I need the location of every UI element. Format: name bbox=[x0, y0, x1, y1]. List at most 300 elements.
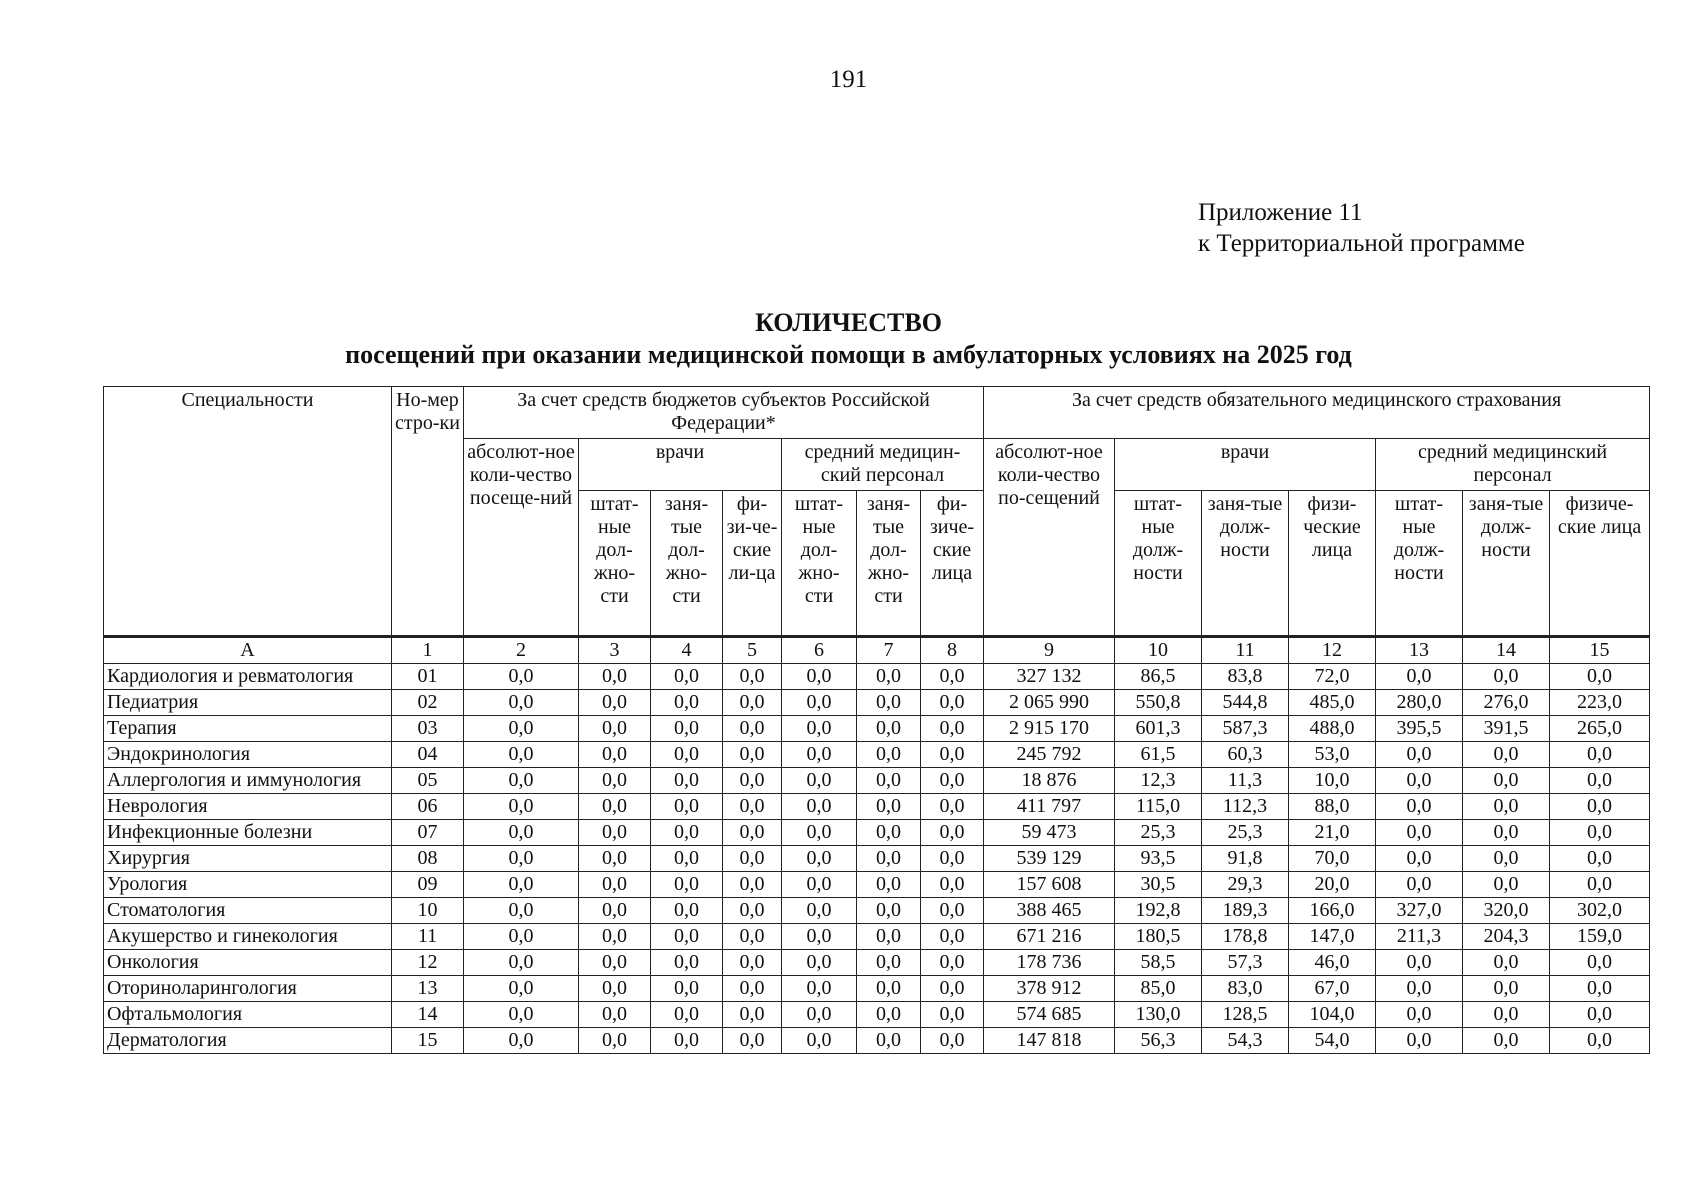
table-cell: 0,0 bbox=[651, 846, 723, 872]
table-cell: 0,0 bbox=[723, 820, 782, 846]
header-budget-doctors-staff: штат-ные дол-жно-сти bbox=[579, 491, 651, 637]
table-cell: 0,0 bbox=[651, 872, 723, 898]
table-cell: 0,0 bbox=[579, 872, 651, 898]
table-cell: 18 876 bbox=[984, 768, 1115, 794]
table-cell: 0,0 bbox=[1376, 950, 1463, 976]
table-cell: 0,0 bbox=[782, 664, 857, 690]
column-index-cell: 8 bbox=[921, 637, 984, 664]
table-cell: 0,0 bbox=[723, 768, 782, 794]
table-cell: 61,5 bbox=[1115, 742, 1202, 768]
column-index-cell: 5 bbox=[723, 637, 782, 664]
header-oms-doctors-occupied: заня-тые долж-ности bbox=[1202, 491, 1289, 637]
table-cell: 54,0 bbox=[1289, 1028, 1376, 1054]
row-number: 14 bbox=[392, 1002, 464, 1028]
row-number: 09 bbox=[392, 872, 464, 898]
table-cell: 0,0 bbox=[1550, 950, 1650, 976]
table-row bbox=[104, 664, 1650, 690]
table-cell: 0,0 bbox=[464, 1002, 579, 1028]
table-cell: 93,5 bbox=[1115, 846, 1202, 872]
column-index-cell: 4 bbox=[651, 637, 723, 664]
table-cell: 112,3 bbox=[1202, 794, 1289, 820]
table-cell: 0,0 bbox=[464, 768, 579, 794]
table-cell: 0,0 bbox=[579, 898, 651, 924]
table-cell: 0,0 bbox=[1376, 872, 1463, 898]
row-number: 15 bbox=[392, 1028, 464, 1054]
table-cell: 147,0 bbox=[1289, 924, 1376, 950]
table-row bbox=[104, 846, 1650, 872]
table-cell: 0,0 bbox=[857, 820, 921, 846]
table-cell: 0,0 bbox=[857, 768, 921, 794]
table-cell: 0,0 bbox=[723, 846, 782, 872]
table-cell: 0,0 bbox=[782, 742, 857, 768]
specialty-name: Онкология bbox=[104, 950, 392, 976]
table-cell: 0,0 bbox=[1463, 846, 1550, 872]
table-cell: 25,3 bbox=[1202, 820, 1289, 846]
table-cell: 0,0 bbox=[857, 1028, 921, 1054]
table-cell: 0,0 bbox=[782, 768, 857, 794]
table-cell: 0,0 bbox=[1376, 664, 1463, 690]
table-cell: 574 685 bbox=[984, 1002, 1115, 1028]
table-cell: 104,0 bbox=[1289, 1002, 1376, 1028]
table-cell: 0,0 bbox=[857, 1002, 921, 1028]
table-cell: 0,0 bbox=[723, 950, 782, 976]
table-cell: 327,0 bbox=[1376, 898, 1463, 924]
table-cell: 0,0 bbox=[1463, 820, 1550, 846]
table-cell: 0,0 bbox=[579, 794, 651, 820]
table-cell: 0,0 bbox=[464, 950, 579, 976]
table-cell: 166,0 bbox=[1289, 898, 1376, 924]
table-cell: 53,0 bbox=[1289, 742, 1376, 768]
table-cell: 30,5 bbox=[1115, 872, 1202, 898]
table-cell: 0,0 bbox=[651, 742, 723, 768]
table-cell: 485,0 bbox=[1289, 690, 1376, 716]
header-budget-doctors-persons: фи-зи-че-ские ли-ца bbox=[723, 491, 782, 637]
table-cell: 0,0 bbox=[921, 690, 984, 716]
table-cell: 60,3 bbox=[1202, 742, 1289, 768]
table-cell: 0,0 bbox=[651, 768, 723, 794]
table-cell: 0,0 bbox=[651, 664, 723, 690]
row-number: 03 bbox=[392, 716, 464, 742]
table-row bbox=[104, 690, 1650, 716]
specialty-name: Кардиология и ревматология bbox=[104, 664, 392, 690]
table-cell: 0,0 bbox=[921, 664, 984, 690]
table-cell: 0,0 bbox=[857, 976, 921, 1002]
table-cell: 0,0 bbox=[464, 924, 579, 950]
table-cell: 0,0 bbox=[579, 846, 651, 872]
table-cell: 0,0 bbox=[723, 664, 782, 690]
table-row bbox=[104, 872, 1650, 898]
table-cell: 85,0 bbox=[1115, 976, 1202, 1002]
table-cell: 0,0 bbox=[579, 924, 651, 950]
column-index-row bbox=[104, 637, 1650, 664]
table-cell: 378 912 bbox=[984, 976, 1115, 1002]
table-cell: 0,0 bbox=[579, 716, 651, 742]
table-cell: 10,0 bbox=[1289, 768, 1376, 794]
table-cell: 0,0 bbox=[857, 872, 921, 898]
header-oms-doctors-persons: физи-ческие лица bbox=[1289, 491, 1376, 637]
table-cell: 0,0 bbox=[723, 716, 782, 742]
table-cell: 0,0 bbox=[1376, 768, 1463, 794]
table-cell: 0,0 bbox=[651, 716, 723, 742]
table-cell: 550,8 bbox=[1115, 690, 1202, 716]
table-cell: 0,0 bbox=[857, 794, 921, 820]
table-cell: 128,5 bbox=[1202, 1002, 1289, 1028]
table-cell: 25,3 bbox=[1115, 820, 1202, 846]
table-cell: 20,0 bbox=[1289, 872, 1376, 898]
table-cell: 0,0 bbox=[921, 846, 984, 872]
table-cell: 0,0 bbox=[782, 1028, 857, 1054]
table-cell: 0,0 bbox=[1550, 1002, 1650, 1028]
row-number: 04 bbox=[392, 742, 464, 768]
table-cell: 488,0 bbox=[1289, 716, 1376, 742]
appendix-note bbox=[1198, 197, 1525, 259]
table-cell: 0,0 bbox=[651, 794, 723, 820]
table-cell: 245 792 bbox=[984, 742, 1115, 768]
table-cell: 539 129 bbox=[984, 846, 1115, 872]
specialty-name: Аллергология и иммунология bbox=[104, 768, 392, 794]
table-cell: 0,0 bbox=[1376, 846, 1463, 872]
header-specialties: Специальности bbox=[104, 387, 392, 637]
column-index-cell: 6 bbox=[782, 637, 857, 664]
table-cell: 0,0 bbox=[1463, 1028, 1550, 1054]
page-number: 191 bbox=[829, 66, 868, 93]
header-oms-nurses-persons: физиче-ские лица bbox=[1550, 491, 1650, 637]
table-cell: 147 818 bbox=[984, 1028, 1115, 1054]
table-cell: 276,0 bbox=[1463, 690, 1550, 716]
row-number: 12 bbox=[392, 950, 464, 976]
table-cell: 0,0 bbox=[723, 794, 782, 820]
table-cell: 211,3 bbox=[1376, 924, 1463, 950]
table-cell: 0,0 bbox=[1550, 846, 1650, 872]
header-oms: За счет средств обязательного медицинского страхования bbox=[984, 387, 1650, 439]
table-cell: 0,0 bbox=[579, 976, 651, 1002]
table-cell: 115,0 bbox=[1115, 794, 1202, 820]
table-cell: 0,0 bbox=[782, 872, 857, 898]
table-row bbox=[104, 976, 1650, 1002]
table-cell: 0,0 bbox=[782, 1002, 857, 1028]
table-cell: 0,0 bbox=[579, 664, 651, 690]
table-row bbox=[104, 794, 1650, 820]
table-cell: 0,0 bbox=[723, 742, 782, 768]
visits-table bbox=[103, 386, 1650, 1054]
table-cell: 59 473 bbox=[984, 820, 1115, 846]
table-cell: 21,0 bbox=[1289, 820, 1376, 846]
table-cell: 0,0 bbox=[651, 1002, 723, 1028]
column-index-cell: 14 bbox=[1463, 637, 1550, 664]
table-cell: 0,0 bbox=[857, 846, 921, 872]
table-cell: 0,0 bbox=[857, 742, 921, 768]
table-cell: 411 797 bbox=[984, 794, 1115, 820]
table-cell: 0,0 bbox=[921, 950, 984, 976]
table-cell: 0,0 bbox=[921, 1002, 984, 1028]
header-oms-nurses: средний медицинский персонал bbox=[1376, 439, 1650, 491]
table-cell: 0,0 bbox=[1376, 1002, 1463, 1028]
specialty-name: Урология bbox=[104, 872, 392, 898]
header-oms-nurses-occupied: заня-тые долж-ности bbox=[1463, 491, 1550, 637]
row-number: 13 bbox=[392, 976, 464, 1002]
header-budget: За счет средств бюджетов субъектов Российской Федерации* bbox=[464, 387, 984, 439]
table-cell: 0,0 bbox=[579, 742, 651, 768]
specialty-name: Офтальмология bbox=[104, 1002, 392, 1028]
table-cell: 0,0 bbox=[1550, 976, 1650, 1002]
header-budget-nurses-persons: фи-зиче-ские лица bbox=[921, 491, 984, 637]
table-cell: 0,0 bbox=[921, 768, 984, 794]
table-cell: 0,0 bbox=[651, 924, 723, 950]
table-cell: 0,0 bbox=[579, 1028, 651, 1054]
specialty-name: Стоматология bbox=[104, 898, 392, 924]
table-cell: 0,0 bbox=[1463, 872, 1550, 898]
table-cell: 0,0 bbox=[723, 1002, 782, 1028]
table-cell: 0,0 bbox=[921, 924, 984, 950]
appendix-line-2: к Территориальной программе bbox=[1198, 230, 1525, 257]
table-cell: 70,0 bbox=[1289, 846, 1376, 872]
column-index-cell: 12 bbox=[1289, 637, 1376, 664]
table-cell: 91,8 bbox=[1202, 846, 1289, 872]
row-number: 07 bbox=[392, 820, 464, 846]
specialty-name: Терапия bbox=[104, 716, 392, 742]
specialty-name: Педиатрия bbox=[104, 690, 392, 716]
table-cell: 0,0 bbox=[651, 976, 723, 1002]
table-cell: 0,0 bbox=[1376, 820, 1463, 846]
specialty-name: Дерматология bbox=[104, 1028, 392, 1054]
table-cell: 0,0 bbox=[1550, 820, 1650, 846]
table-cell: 2 915 170 bbox=[984, 716, 1115, 742]
table-cell: 0,0 bbox=[579, 768, 651, 794]
table-cell: 0,0 bbox=[464, 872, 579, 898]
table-cell: 83,0 bbox=[1202, 976, 1289, 1002]
specialty-name: Неврология bbox=[104, 794, 392, 820]
table-row bbox=[104, 820, 1650, 846]
table-cell: 0,0 bbox=[651, 690, 723, 716]
table-cell: 671 216 bbox=[984, 924, 1115, 950]
table-cell: 388 465 bbox=[984, 898, 1115, 924]
table-cell: 0,0 bbox=[464, 794, 579, 820]
table-row bbox=[104, 950, 1650, 976]
column-index-cell: 1 bbox=[392, 637, 464, 664]
table-cell: 327 132 bbox=[984, 664, 1115, 690]
table-cell: 0,0 bbox=[464, 898, 579, 924]
table-cell: 192,8 bbox=[1115, 898, 1202, 924]
table-cell: 57,3 bbox=[1202, 950, 1289, 976]
table-cell: 544,8 bbox=[1202, 690, 1289, 716]
table-cell: 157 608 bbox=[984, 872, 1115, 898]
table-cell: 0,0 bbox=[464, 820, 579, 846]
table-cell: 0,0 bbox=[857, 950, 921, 976]
specialty-name: Эндокринология bbox=[104, 742, 392, 768]
table-cell: 12,3 bbox=[1115, 768, 1202, 794]
table-cell: 0,0 bbox=[1463, 1002, 1550, 1028]
column-index-cell: 7 bbox=[857, 637, 921, 664]
table-cell: 0,0 bbox=[464, 976, 579, 1002]
table-cell: 0,0 bbox=[464, 690, 579, 716]
table-cell: 0,0 bbox=[921, 742, 984, 768]
table-cell: 0,0 bbox=[857, 924, 921, 950]
table-cell: 178 736 bbox=[984, 950, 1115, 976]
table-row bbox=[104, 924, 1650, 950]
table-cell: 0,0 bbox=[1550, 742, 1650, 768]
table-cell: 0,0 bbox=[723, 898, 782, 924]
header-oms-doctors-staff: штат-ные долж-ности bbox=[1115, 491, 1202, 637]
table-cell: 0,0 bbox=[464, 664, 579, 690]
table-cell: 0,0 bbox=[921, 1028, 984, 1054]
table-row bbox=[104, 716, 1650, 742]
table-cell: 0,0 bbox=[782, 690, 857, 716]
specialty-name: Оториноларингология bbox=[104, 976, 392, 1002]
table-cell: 0,0 bbox=[579, 820, 651, 846]
table-cell: 0,0 bbox=[579, 950, 651, 976]
table-cell: 0,0 bbox=[857, 716, 921, 742]
specialty-name: Акушерство и гинекология bbox=[104, 924, 392, 950]
row-number: 08 bbox=[392, 846, 464, 872]
document-title: КОЛИЧЕСТВО bbox=[755, 308, 942, 337]
table-cell: 0,0 bbox=[651, 820, 723, 846]
table-cell: 0,0 bbox=[1550, 1028, 1650, 1054]
table-cell: 0,0 bbox=[1376, 1028, 1463, 1054]
column-index-cell: 9 bbox=[984, 637, 1115, 664]
table-row bbox=[104, 898, 1650, 924]
table-cell: 86,5 bbox=[1115, 664, 1202, 690]
table-cell: 0,0 bbox=[723, 976, 782, 1002]
table-cell: 72,0 bbox=[1289, 664, 1376, 690]
column-index-cell: 3 bbox=[579, 637, 651, 664]
table-cell: 0,0 bbox=[464, 1028, 579, 1054]
row-number: 05 bbox=[392, 768, 464, 794]
table-cell: 0,0 bbox=[1376, 742, 1463, 768]
table-cell: 0,0 bbox=[1550, 768, 1650, 794]
table-cell: 0,0 bbox=[1463, 976, 1550, 1002]
table-cell: 130,0 bbox=[1115, 1002, 1202, 1028]
table-cell: 2 065 990 bbox=[984, 690, 1115, 716]
table-cell: 0,0 bbox=[782, 898, 857, 924]
row-number: 02 bbox=[392, 690, 464, 716]
column-index-cell: 15 bbox=[1550, 637, 1650, 664]
table-cell: 0,0 bbox=[464, 716, 579, 742]
table-cell: 58,5 bbox=[1115, 950, 1202, 976]
table-cell: 83,8 bbox=[1202, 664, 1289, 690]
row-number: 06 bbox=[392, 794, 464, 820]
table-cell: 280,0 bbox=[1376, 690, 1463, 716]
header-budget-doctors: врачи bbox=[579, 439, 782, 491]
column-index-cell: А bbox=[104, 637, 392, 664]
table-cell: 0,0 bbox=[651, 898, 723, 924]
table-cell: 29,3 bbox=[1202, 872, 1289, 898]
table-cell: 601,3 bbox=[1115, 716, 1202, 742]
table-cell: 320,0 bbox=[1463, 898, 1550, 924]
table-cell: 0,0 bbox=[857, 664, 921, 690]
row-number: 10 bbox=[392, 898, 464, 924]
table-cell: 0,0 bbox=[782, 846, 857, 872]
table-cell: 67,0 bbox=[1289, 976, 1376, 1002]
table-cell: 0,0 bbox=[921, 872, 984, 898]
table-cell: 46,0 bbox=[1289, 950, 1376, 976]
table-cell: 302,0 bbox=[1550, 898, 1650, 924]
table-cell: 0,0 bbox=[723, 1028, 782, 1054]
header-oms-abs: абсолют-ное коли-чество по-сещений bbox=[984, 439, 1115, 637]
table-cell: 189,3 bbox=[1202, 898, 1289, 924]
table-cell: 223,0 bbox=[1550, 690, 1650, 716]
table-cell: 88,0 bbox=[1289, 794, 1376, 820]
table-cell: 0,0 bbox=[782, 924, 857, 950]
table-cell: 265,0 bbox=[1550, 716, 1650, 742]
table-cell: 0,0 bbox=[857, 898, 921, 924]
table-cell: 0,0 bbox=[1463, 794, 1550, 820]
appendix-line-1: Приложение 11 bbox=[1198, 199, 1363, 226]
table-cell: 0,0 bbox=[723, 872, 782, 898]
table-row bbox=[104, 1002, 1650, 1028]
table-row bbox=[104, 1028, 1650, 1054]
header-budget-nurses: средний медицин-ский персонал bbox=[782, 439, 984, 491]
table-cell: 0,0 bbox=[782, 716, 857, 742]
table-row bbox=[104, 768, 1650, 794]
table-cell: 391,5 bbox=[1463, 716, 1550, 742]
table-cell: 0,0 bbox=[1550, 872, 1650, 898]
table-cell: 178,8 bbox=[1202, 924, 1289, 950]
column-index-cell: 2 bbox=[464, 637, 579, 664]
table-cell: 0,0 bbox=[723, 690, 782, 716]
header-oms-doctors: врачи bbox=[1115, 439, 1376, 491]
header-budget-doctors-occupied: заня-тые дол-жно-сти bbox=[651, 491, 723, 637]
table-cell: 0,0 bbox=[1550, 794, 1650, 820]
table-row bbox=[104, 742, 1650, 768]
column-index-cell: 11 bbox=[1202, 637, 1289, 664]
table-cell: 0,0 bbox=[921, 898, 984, 924]
header-budget-nurses-staff: штат-ные дол-жно-сти bbox=[782, 491, 857, 637]
table-cell: 0,0 bbox=[651, 1028, 723, 1054]
table-cell: 0,0 bbox=[464, 742, 579, 768]
table-cell: 0,0 bbox=[464, 846, 579, 872]
header-budget-nurses-occupied: заня-тые дол-жно-сти bbox=[857, 491, 921, 637]
table-cell: 159,0 bbox=[1550, 924, 1650, 950]
table-cell: 0,0 bbox=[723, 924, 782, 950]
table-cell: 0,0 bbox=[1463, 742, 1550, 768]
table-cell: 0,0 bbox=[921, 716, 984, 742]
table-cell: 0,0 bbox=[1463, 768, 1550, 794]
table-cell: 0,0 bbox=[921, 794, 984, 820]
table-cell: 0,0 bbox=[579, 1002, 651, 1028]
table-cell: 180,5 bbox=[1115, 924, 1202, 950]
document-subtitle: посещений при оказании медицинской помощи в амбулаторных условиях на 2025 год bbox=[345, 340, 1352, 369]
header-oms-nurses-staff: штат-ные долж-ности bbox=[1376, 491, 1463, 637]
table-cell: 56,3 bbox=[1115, 1028, 1202, 1054]
specialty-name: Инфекционные болезни bbox=[104, 820, 392, 846]
table-cell: 0,0 bbox=[857, 690, 921, 716]
column-index-cell: 10 bbox=[1115, 637, 1202, 664]
table-cell: 0,0 bbox=[782, 976, 857, 1002]
table-cell: 0,0 bbox=[921, 976, 984, 1002]
table-cell: 395,5 bbox=[1376, 716, 1463, 742]
table-cell: 0,0 bbox=[1463, 950, 1550, 976]
table-cell: 0,0 bbox=[1463, 664, 1550, 690]
table-cell: 587,3 bbox=[1202, 716, 1289, 742]
table-cell: 0,0 bbox=[782, 950, 857, 976]
table-cell: 0,0 bbox=[921, 820, 984, 846]
table-cell: 0,0 bbox=[579, 690, 651, 716]
table-cell: 0,0 bbox=[1376, 794, 1463, 820]
specialty-name: Хирургия bbox=[104, 846, 392, 872]
header-budget-abs: абсолют-ное коли-чество посеще-ний bbox=[464, 439, 579, 637]
table-cell: 0,0 bbox=[782, 820, 857, 846]
table-cell: 54,3 bbox=[1202, 1028, 1289, 1054]
table-cell: 0,0 bbox=[651, 950, 723, 976]
row-number: 01 bbox=[392, 664, 464, 690]
table-cell: 0,0 bbox=[1550, 664, 1650, 690]
table-cell: 0,0 bbox=[782, 794, 857, 820]
row-number: 11 bbox=[392, 924, 464, 950]
header-row-number: Но-мер стро-ки bbox=[392, 387, 464, 637]
column-index-cell: 13 bbox=[1376, 637, 1463, 664]
table-cell: 204,3 bbox=[1463, 924, 1550, 950]
table-cell: 0,0 bbox=[1376, 976, 1463, 1002]
